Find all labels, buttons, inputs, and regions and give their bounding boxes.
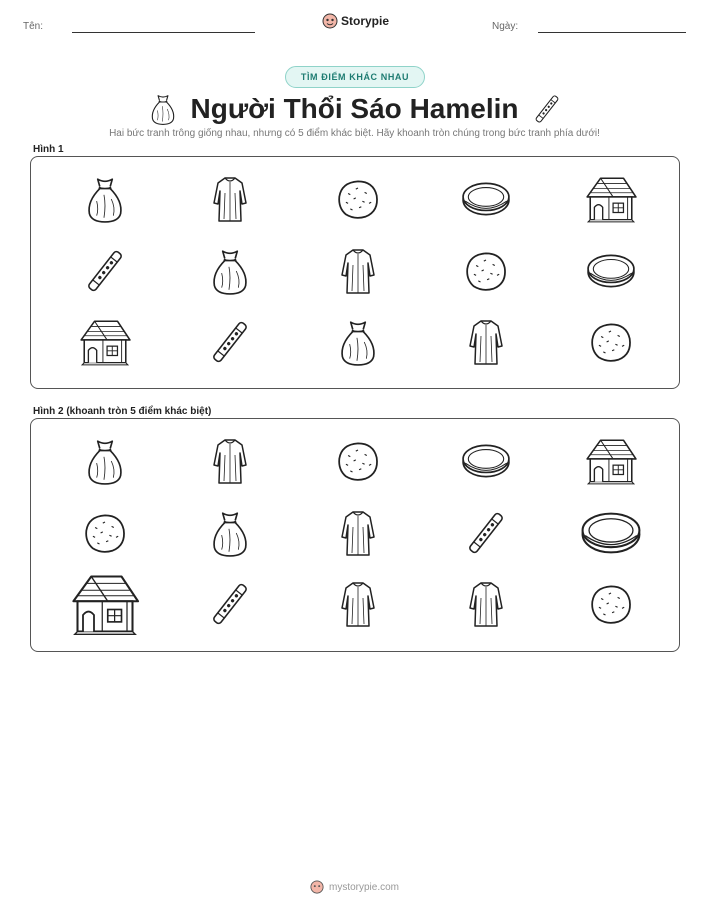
bread-icon[interactable] — [589, 582, 633, 626]
title-row — [0, 90, 709, 128]
bread-icon[interactable] — [336, 177, 380, 221]
sack-icon — [149, 92, 177, 126]
date-line[interactable] — [538, 32, 686, 33]
brand-name: Storypie — [341, 14, 390, 28]
robe-icon[interactable] — [338, 508, 378, 558]
sack-icon[interactable] — [83, 436, 127, 486]
panel-1-label: Hình 1 — [33, 144, 64, 155]
house-icon[interactable] — [584, 174, 638, 224]
bread-icon[interactable] — [83, 511, 127, 555]
name-line[interactable] — [72, 32, 255, 33]
sack-icon[interactable] — [336, 317, 380, 367]
flute-icon — [533, 92, 561, 126]
coin-icon[interactable] — [586, 252, 636, 290]
storypie-icon — [322, 13, 338, 29]
robe-icon[interactable] — [466, 317, 506, 367]
instructions: Hai bức tranh trông giống nhau, nhưng có 5 điểm khác biệt. Hãy khoanh tròn chúng trong bức tranh phía dưới! — [109, 128, 600, 139]
bread-icon[interactable] — [464, 249, 508, 293]
picture-panel-1[interactable] — [30, 156, 680, 389]
page-title: Người Thổi Sáo Hamelin — [190, 93, 519, 124]
flute-icon[interactable] — [209, 317, 251, 367]
sack-icon[interactable] — [208, 246, 252, 296]
footer-url[interactable]: mystorypie.com — [328, 881, 399, 893]
sack-icon[interactable] — [83, 174, 127, 224]
bread-icon[interactable] — [336, 439, 380, 483]
storypie-icon — [310, 880, 324, 894]
panel-2-label: Hình 2 (khoanh tròn 5 điểm khác biệt) — [33, 406, 212, 417]
house-icon[interactable] — [78, 317, 132, 367]
flute-icon[interactable] — [209, 579, 251, 629]
flute-icon[interactable] — [84, 246, 126, 296]
name-label: Tên: — [23, 21, 44, 32]
robe-icon[interactable] — [338, 579, 378, 629]
coin-icon[interactable] — [461, 442, 511, 480]
house-icon[interactable] — [584, 436, 638, 486]
house-icon[interactable] — [69, 571, 141, 637]
picture-panel-2[interactable] — [30, 418, 680, 652]
flute-icon[interactable] — [465, 508, 507, 558]
date-label: Ngày: — [492, 21, 519, 32]
activity-badge: TÌM ĐIỂM KHÁC NHAU — [285, 66, 425, 88]
robe-icon[interactable] — [338, 246, 378, 296]
brand-logo — [322, 13, 389, 29]
footer — [0, 880, 709, 894]
robe-icon[interactable] — [210, 436, 250, 486]
coin-icon[interactable] — [461, 180, 511, 218]
bread-icon[interactable] — [589, 320, 633, 364]
robe-icon[interactable] — [210, 174, 250, 224]
coin-icon[interactable] — [580, 509, 642, 557]
sack-icon[interactable] — [208, 508, 252, 558]
robe-icon[interactable] — [466, 579, 506, 629]
